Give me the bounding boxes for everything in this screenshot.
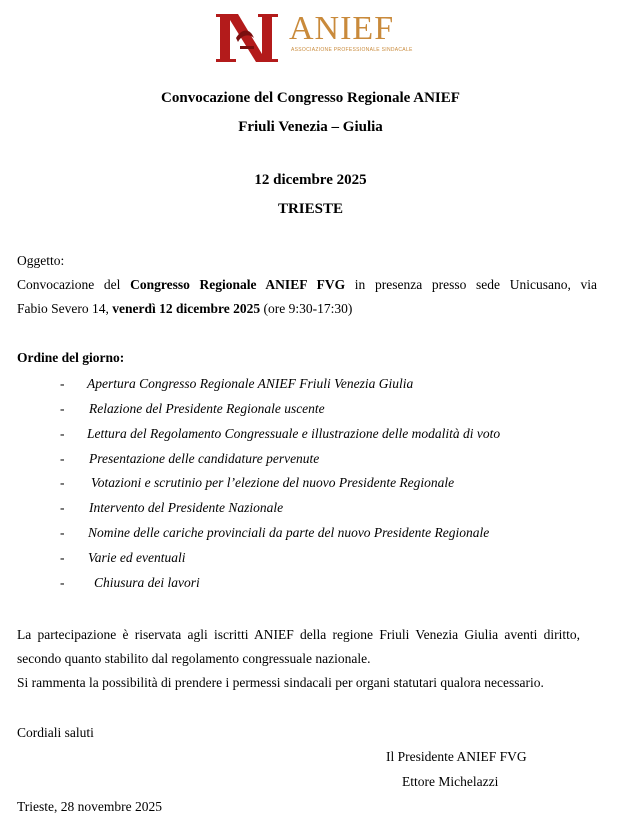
subject-line2 [17, 297, 352, 320]
agenda-item-text: Relazione del Presidente Regionale uscente [89, 401, 325, 416]
subject-text: (ore 9:30-17:30) [260, 301, 353, 316]
participation-line2: secondo quanto stabilito dal regolamento congressuale nazionale. [17, 651, 371, 666]
event-date: 12 dicembre 2025 [254, 172, 367, 188]
subject-text: in presenza presso sede Unicusano, via [345, 277, 597, 292]
participation-line3: Si rammenta la possibilità di prendere i permessi sindacali per organi statutari qualora necessario. [17, 675, 544, 690]
subject-bold: venerdì 12 dicembre 2025 [112, 301, 261, 316]
title-line1: Convocazione del Congresso Regionale ANIEF [161, 90, 460, 106]
agenda-item [60, 574, 200, 592]
anief-monogram-icon [214, 8, 280, 68]
agenda-item [60, 549, 185, 567]
agenda-item [60, 474, 454, 492]
agenda-item-text: Varie ed eventuali [88, 550, 186, 565]
agenda-label: Ordine del giorno: [17, 350, 125, 365]
bullet-dash: - [60, 451, 65, 466]
subject-line1 [17, 273, 597, 296]
greeting: Cordiali saluti [17, 725, 94, 740]
logo-name: ANIEF [289, 10, 395, 47]
participation-line1: La partecipazione è riservata agli iscritti ANIEF della regione Friuli Venezia Giulia aventi diritto, [17, 627, 580, 642]
bullet-dash: - [60, 550, 65, 565]
bullet-dash: - [60, 500, 65, 515]
agenda-item-text: Presentazione delle candidature pervenute [89, 451, 320, 466]
bullet-dash: - [60, 376, 65, 391]
bullet-dash: - [60, 426, 65, 441]
agenda-item [60, 499, 283, 517]
agenda-item [60, 524, 489, 542]
agenda-item [60, 425, 500, 443]
subject-text: Fabio Severo 14, [17, 301, 113, 316]
bullet-dash: - [60, 401, 65, 416]
bullet-dash: - [60, 575, 65, 590]
agenda-item-text: Votazioni e scrutinio per l’elezione del nuovo Presidente Regionale [91, 475, 455, 490]
signature-role: Il Presidente ANIEF FVG [386, 749, 527, 764]
signature-name: Ettore Michelazzi [402, 774, 499, 789]
agenda-item [60, 375, 413, 393]
agenda-item-text: Intervento del Presidente Nazionale [89, 500, 284, 515]
place-date: Trieste, 28 novembre 2025 [17, 799, 162, 814]
bullet-dash: - [60, 525, 65, 540]
agenda-item [60, 450, 319, 468]
title-line2: Friuli Venezia – Giulia [238, 119, 383, 135]
event-city: TRIESTE [277, 201, 344, 217]
agenda-item-text: Chiusura dei lavori [94, 575, 200, 590]
subject-bold: Congresso Regionale ANIEF FVG [130, 277, 346, 292]
subject-label: Oggetto: [17, 253, 65, 268]
agenda-item-text: Apertura Congresso Regionale ANIEF Friuli Venezia Giulia [87, 376, 414, 391]
agenda-item-text: Lettura del Regolamento Congressuale e illustrazione delle modalità di voto [87, 426, 501, 441]
agenda-item-text: Nomine delle cariche provinciali da parte del nuovo Presidente Regionale [88, 525, 490, 540]
bullet-dash: - [60, 475, 65, 490]
agenda-item [60, 400, 325, 418]
logo-subtitle: ASSOCIAZIONE PROFESSIONALE SINDACALE [291, 47, 413, 53]
subject-text: Convocazione del [17, 277, 131, 292]
